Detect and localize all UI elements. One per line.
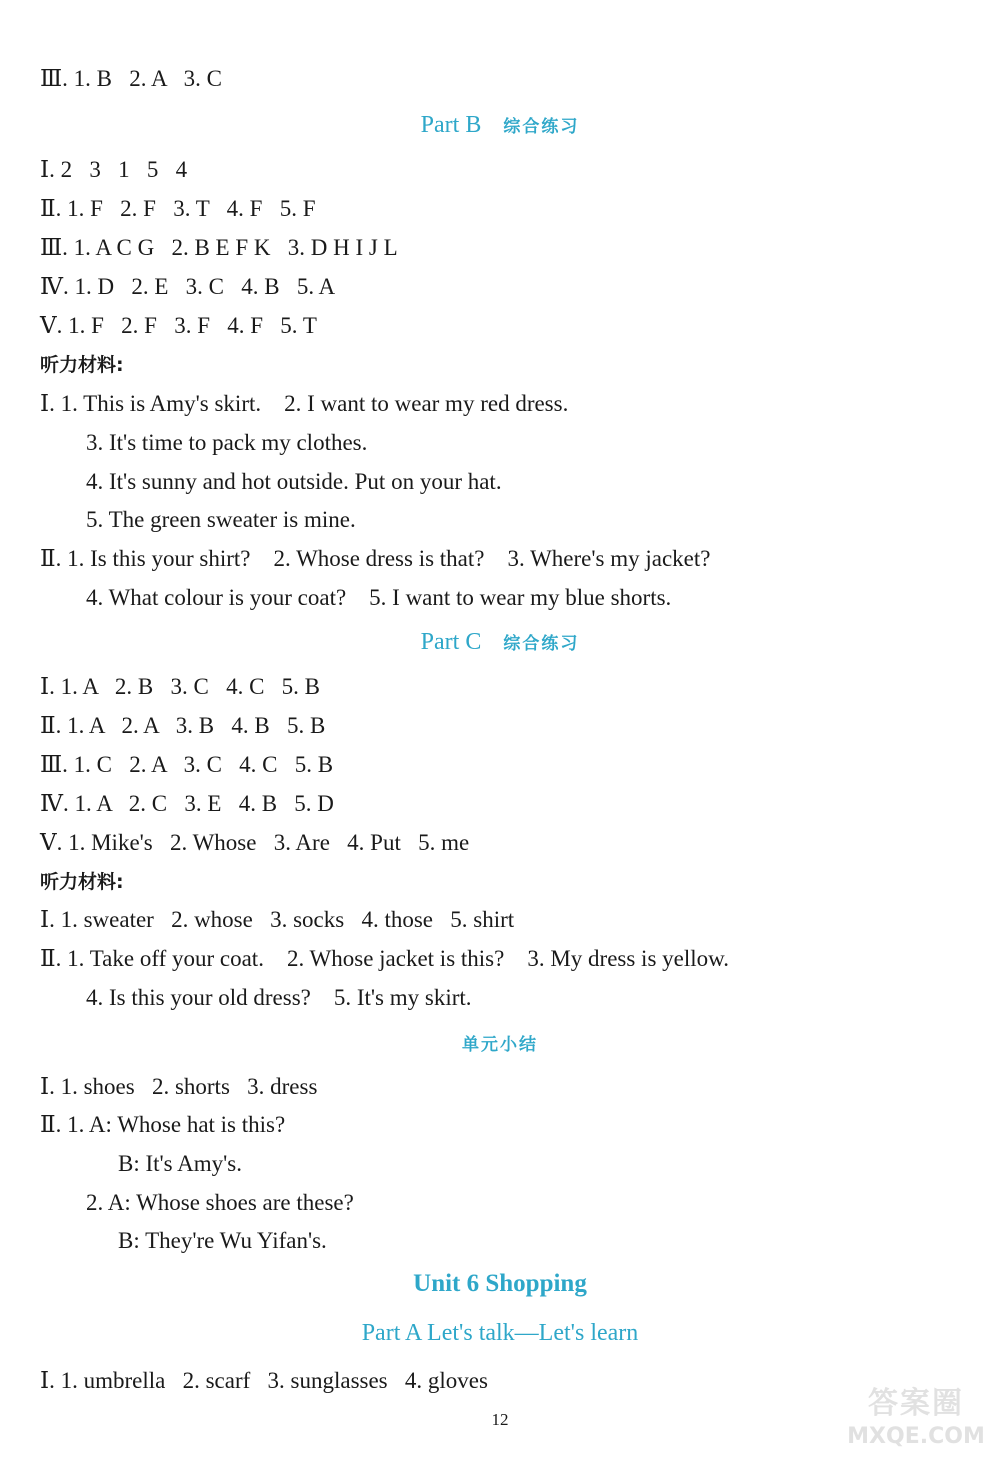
listening-heading: 听力材料: [40,871,124,893]
answer-line: Ⅰ. 1. shoes 2. shorts 3. dress [40,1074,318,1099]
answer-line: Ⅱ. 1. Take off your coat. 2. Whose jacket is this? 3. My dress is yellow. [40,946,730,971]
unit-title: Unit 6 Shopping [413,1270,587,1297]
answer-line: 2. A: Whose shoes are these? [86,1190,354,1215]
watermark-top: 答案圈 [868,1386,964,1421]
listening-heading: 听力材料: [40,354,124,376]
answer-line: Ⅲ. 1. B 2. A 3. C [40,66,222,91]
practice-label: 综合练习 [503,117,580,137]
practice-label: 综合练习 [503,634,580,654]
section-heading-part-c [0,627,1000,659]
answer-line: Ⅱ. 1. Is this your shirt? 2. Whose dress is that? 3. Where's my jacket? [40,546,711,571]
page-number: 12 [491,1410,509,1429]
answer-line: B: They're Wu Yifan's. [118,1228,327,1253]
answer-line: 4. Is this your old dress? 5. It's my skirt. [86,985,472,1010]
answer-line: Ⅰ. 1. umbrella 2. scarf 3. sunglasses 4. gloves [40,1368,488,1393]
part-label: Part B [420,112,482,138]
watermark-bottom: MXQE.COM [847,1424,985,1449]
answer-line: 4. What colour is your coat? 5. I want to wear my blue shorts. [86,585,672,610]
answer-line: Ⅰ. 1. sweater 2. whose 3. socks 4. those 5. shirt [40,907,515,932]
answer-line: Ⅱ. 1. F 2. F 3. T 4. F 5. F [40,196,316,221]
answer-line: Ⅴ. 1. Mike's 2. Whose 3. Are 4. Put 5. me [40,830,470,855]
answer-line: Ⅰ. 1. This is Amy's skirt. 2. I want to wear my red dress. [40,391,569,416]
answer-line: 4. It's sunny and hot outside. Put on your hat. [86,469,502,494]
answer-line: Ⅴ. 1. F 2. F 3. F 4. F 5. T [40,313,317,338]
answer-line: Ⅲ. 1. A C G 2. B E F K 3. D H I J L [40,235,398,260]
answer-line: 5. The green sweater is mine. [86,507,356,532]
answer-line: Ⅳ. 1. D 2. E 3. C 4. B 5. A [40,274,336,299]
section-heading-part-b [0,110,1000,142]
answer-line: Ⅱ. 1. A: Whose hat is this? [40,1112,286,1137]
answer-line: Ⅰ. 1. A 2. B 3. C 4. C 5. B [40,674,321,699]
answer-line: Ⅲ. 1. C 2. A 3. C 4. C 5. B [40,752,334,777]
answer-line: 3. It's time to pack my clothes. [86,430,368,455]
answer-line: Ⅰ. 2 3 1 5 4 [40,157,188,182]
answer-line: B: It's Amy's. [118,1151,242,1176]
answer-line: Ⅱ. 1. A 2. A 3. B 4. B 5. B [40,713,326,738]
watermark-logo [846,1378,986,1458]
part-label: Part C [420,629,482,655]
unit-summary-heading: 单元小结 [462,1035,538,1055]
part-a-heading: Part A Let's talk—Let's learn [361,1320,639,1346]
answer-line: Ⅳ. 1. A 2. C 3. E 4. B 5. D [40,791,334,816]
